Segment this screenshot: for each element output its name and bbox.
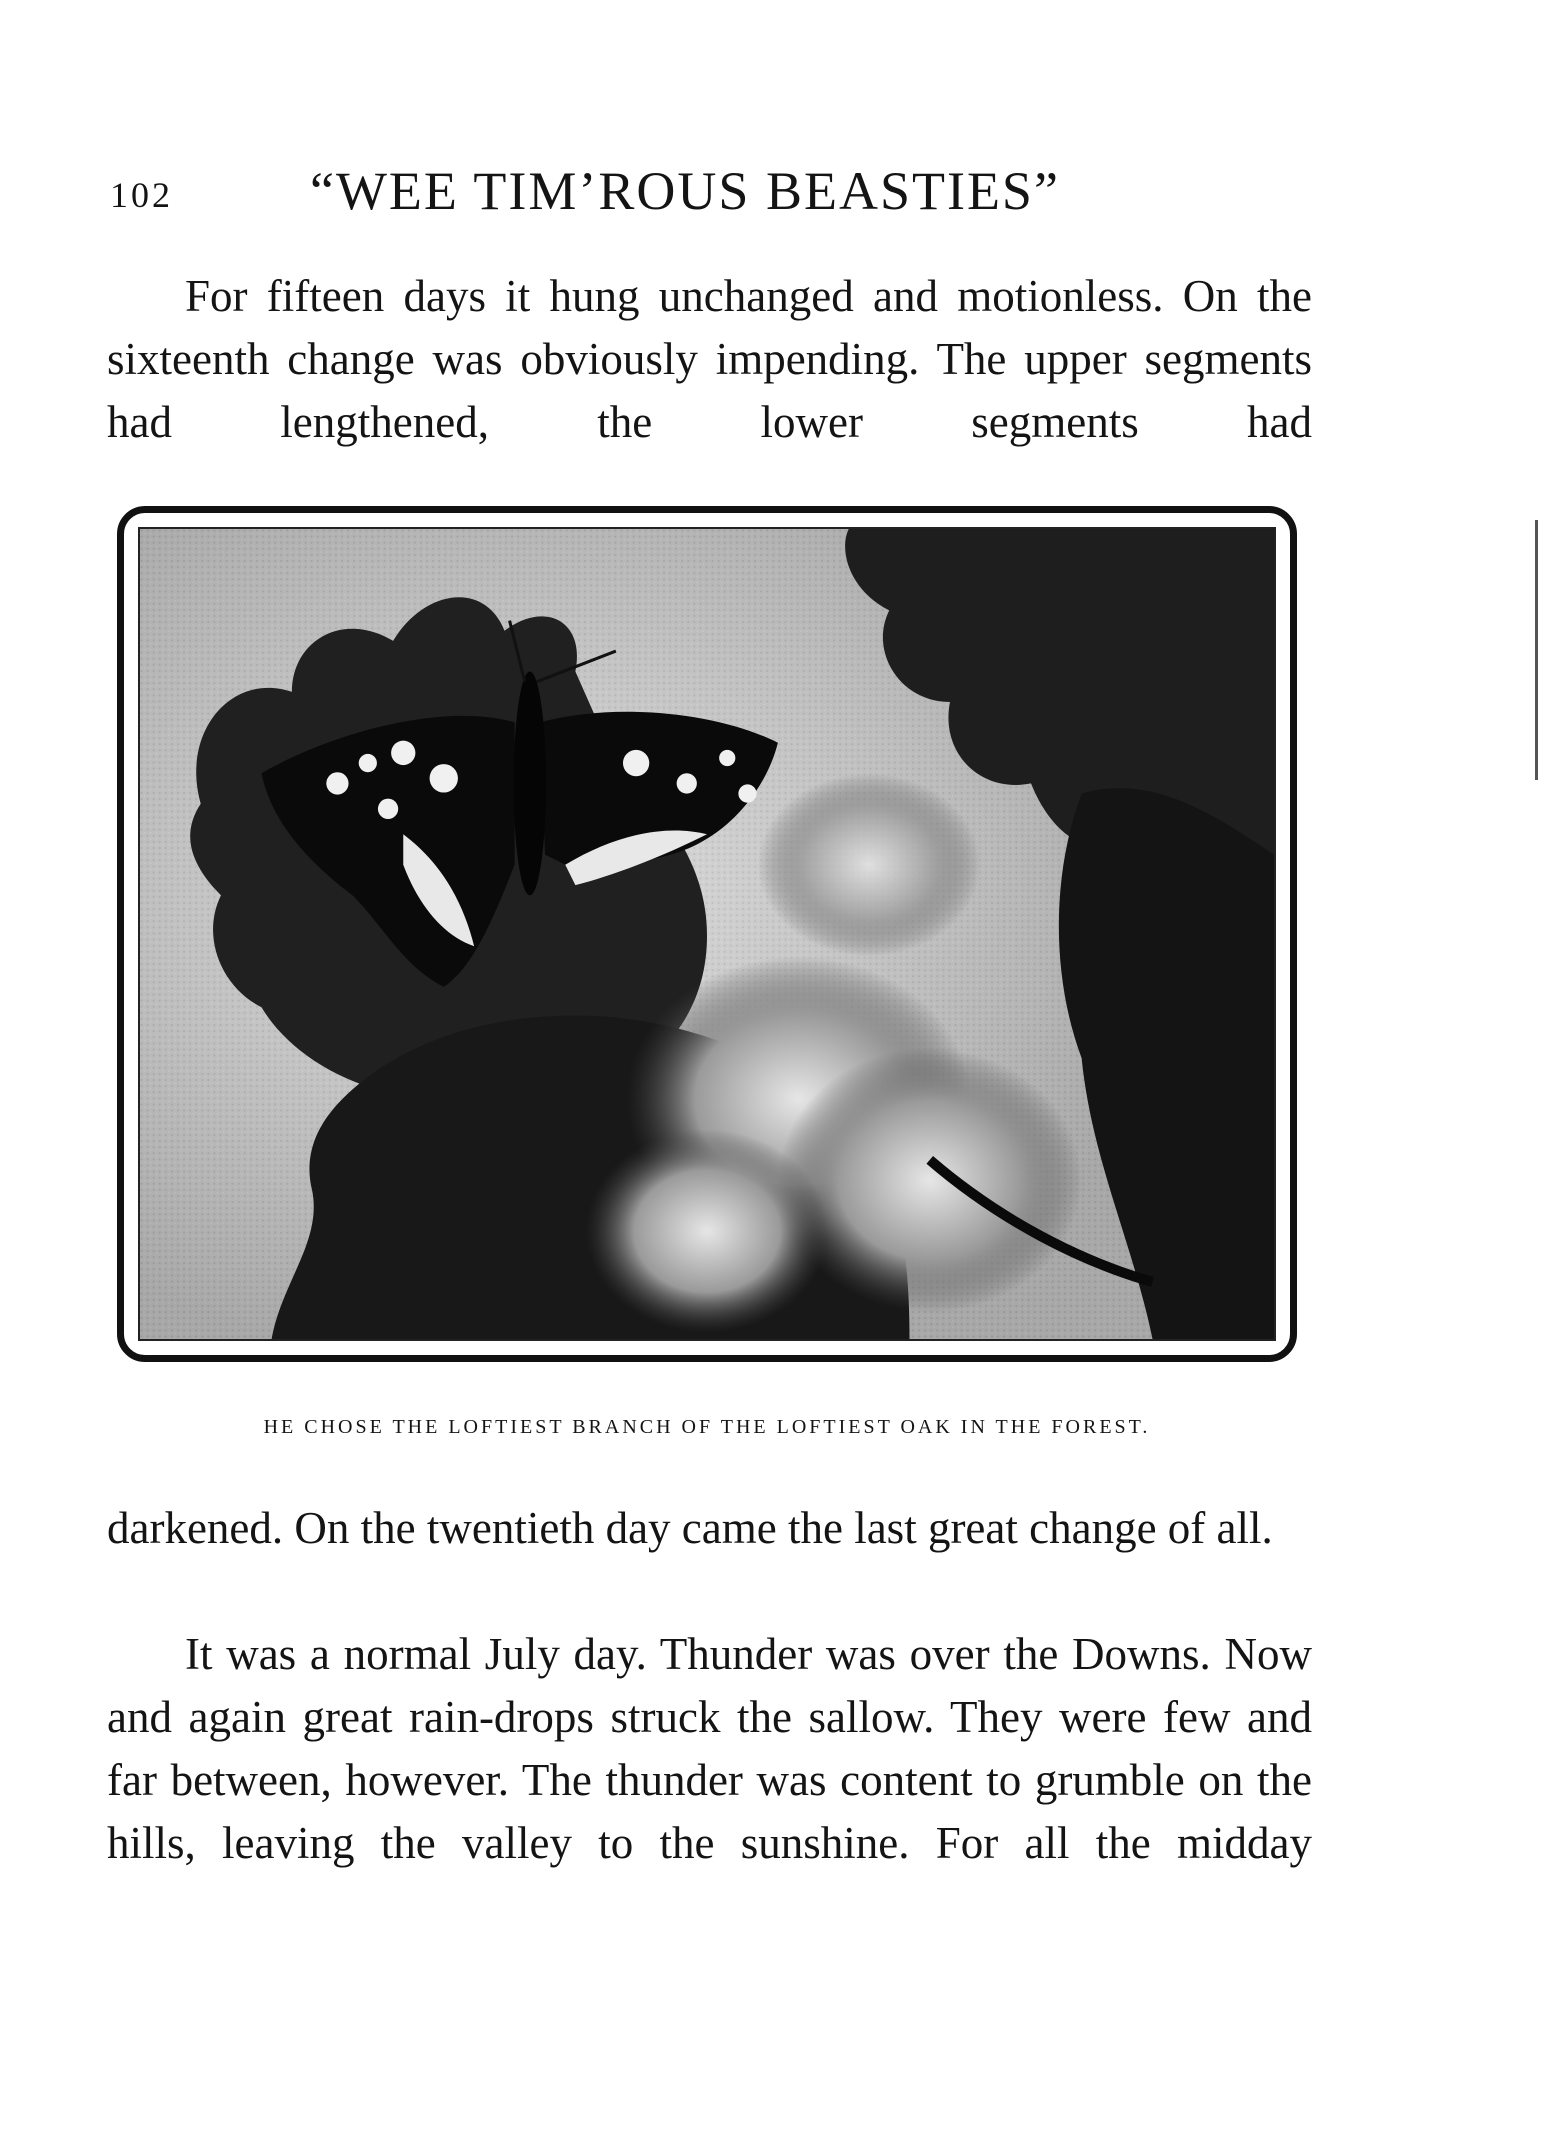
paragraph-intro: For fifteen days it hung unchanged and motionless. On the sixteenth change was obviously impending. The upper segments had lengthened, the lower segments had xyxy=(107,271,1312,447)
paragraph-continued: darkened. On the twentieth day came the last great change of all. xyxy=(107,1503,1273,1553)
running-title: “WEE TIM’ROUS BEASTIES” xyxy=(310,161,1060,221)
scan-edge-mark xyxy=(1535,520,1538,780)
photo-frame xyxy=(138,527,1276,1341)
page-header xyxy=(110,160,1310,240)
butterfly-photograph xyxy=(140,529,1274,1339)
photo-plate xyxy=(117,506,1297,1362)
paragraph-july-day: It was a normal July day. Thunder was over the Downs. Now and again great rain-drops struck the sallow. They were few and far between, however. The thunder was content to grumble on the hills, leaving the valley to the sunshine. For all the midday xyxy=(107,1629,1312,1868)
page-number: 102 xyxy=(110,175,173,215)
photo-caption: HE CHOSE THE LOFTIEST BRANCH OF THE LOFTIEST OAK IN THE FOREST. xyxy=(263,1416,1151,1438)
